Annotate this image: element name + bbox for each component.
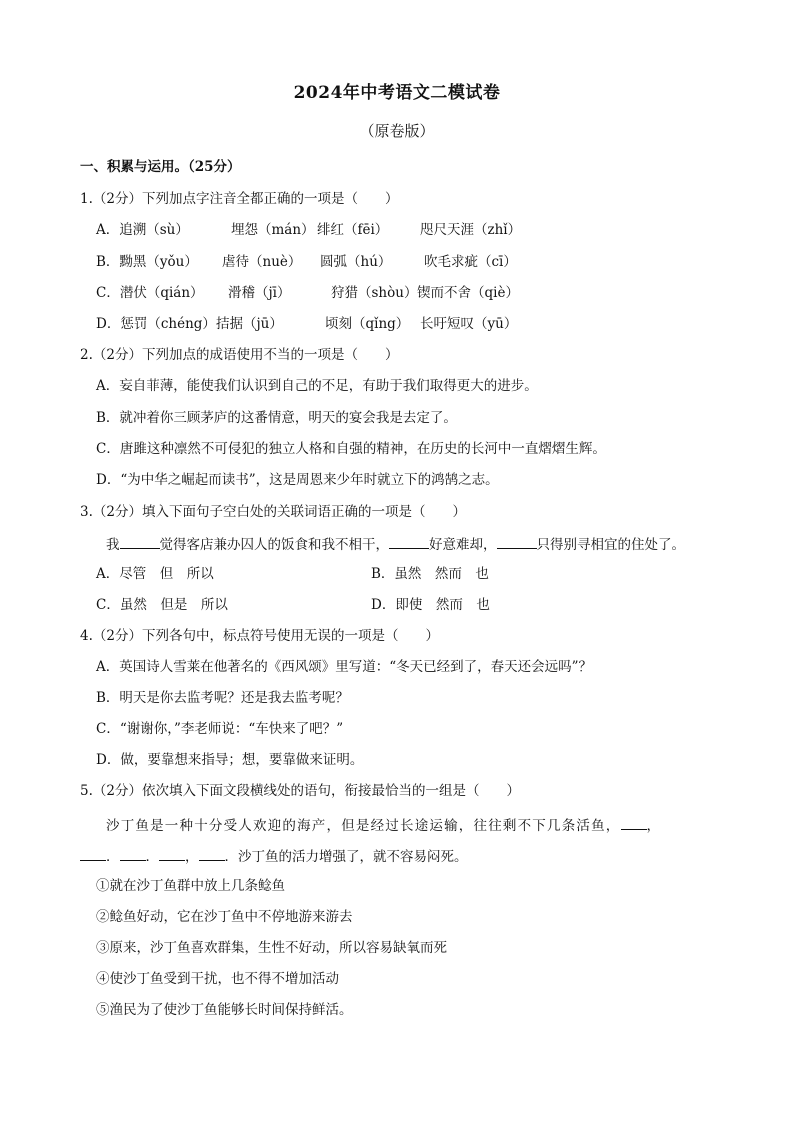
question-5-item-2: ②鲶鱼好动，它在沙丁鱼中不停地游来游去	[96, 909, 353, 925]
option-part: 圆弧（hú）	[320, 254, 392, 270]
separator: ，	[185, 849, 199, 865]
fill-blank	[120, 534, 160, 549]
question-2-option-c: C．唐雎这种凛然不可侵犯的独立人格和自强的精神，在历史的长河中一直熠熠生辉。	[96, 441, 606, 457]
option-part: 长吁短叹（yū）	[420, 316, 518, 332]
question-2-stem: 2.（2分）下列加点的成语使用不当的一项是（ ）	[80, 347, 399, 363]
option-part: C．潜伏（qián）	[96, 285, 204, 301]
sentence-part: 我	[106, 537, 120, 553]
fill-blank	[80, 846, 106, 861]
separator: ．	[145, 849, 159, 865]
option-part: 顷刻（qǐng）	[325, 316, 410, 332]
fill-blank	[159, 846, 185, 861]
question-5-item-3: ③原来，沙丁鱼喜欢群集，生性不好动，所以容易缺氧而死	[96, 940, 447, 956]
question-4-option-c: C．“谢谢你，”李老师说：“车快来了吧？”	[96, 721, 344, 737]
question-3-sentence	[106, 534, 685, 554]
question-5-paragraph-line-1	[106, 815, 661, 835]
fill-blank	[497, 534, 537, 549]
option-part: A．追溯（sù）	[96, 222, 189, 238]
separator: ．	[224, 849, 238, 865]
question-5-item-5: ⑤渔民为了使沙丁鱼能够长时间保持鲜活。	[96, 1002, 353, 1018]
fill-blank	[199, 846, 225, 861]
question-5-stem: 5.（2分）依次填入下面文段横线处的语句，衔接最恰当的一组是（ ）	[80, 783, 520, 799]
sentence-part: 好意难却，	[429, 537, 497, 553]
option-part: B．黝黑（yǒu）	[96, 254, 198, 270]
option-part: 锲而不舍（qiè）	[417, 285, 519, 301]
question-4-stem: 4.（2分）下列各句中，标点符号使用无误的一项是（ ）	[80, 628, 439, 644]
sentence-part: 只得别寻相宜的住处了。	[536, 537, 685, 553]
option-part: 绯红（fēi）	[317, 222, 389, 238]
question-4-option-d: D．做，要靠想来指导；想，要靠做来证明。	[96, 752, 364, 768]
question-1-option-a	[96, 221, 521, 239]
question-5-item-1: ①就在沙丁鱼群中放上几条鲶鱼	[96, 878, 285, 894]
question-4-option-a: A．英国诗人雪莱在他著名的《西风颂》里写道：“冬天已经到了，春天还会远吗”？	[96, 659, 593, 675]
paragraph-text: 沙丁鱼的活力增强了，就不容易闷死。	[238, 849, 468, 865]
option-part: 咫尺天涯（zhǐ）	[420, 222, 522, 238]
page-subtitle: （原卷版）	[359, 122, 435, 140]
question-1-stem: 1.（2分）下列加点字注音全都正确的一项是（ ）	[80, 191, 399, 207]
option-text: B．虽然 然而 也	[371, 566, 489, 582]
paragraph-text: ，	[646, 818, 662, 834]
question-3-stem: 3.（2分）填入下面句子空白处的关联词语正确的一项是（ ）	[80, 504, 466, 520]
option-text: D．即使 然而 也	[371, 597, 490, 613]
fill-blank	[389, 534, 429, 549]
fill-blank	[120, 846, 146, 861]
separator: ．	[106, 849, 120, 865]
question-2-option-d: D．“为中华之崛起而读书”，这是周恩来少年时就立下的鸿鹄之志。	[96, 472, 499, 488]
question-1-option-b	[96, 253, 517, 271]
page-title: 2024年中考语文二模试卷	[293, 83, 501, 103]
sentence-part: 觉得客店兼办囚人的饭食和我不相干，	[159, 537, 389, 553]
question-3-options-row-1	[96, 565, 489, 583]
option-part: D．惩罚（chéng）	[96, 316, 216, 332]
option-part: 拮据（jū）	[216, 316, 283, 332]
question-5-item-4: ④使沙丁鱼受到干扰，也不得不增加活动	[96, 971, 339, 987]
question-1-option-c	[96, 284, 519, 302]
question-3-options-row-2	[96, 596, 490, 614]
question-5-paragraph-line-2	[80, 846, 468, 866]
option-part: 虐待（nuè）	[222, 254, 302, 270]
option-part: 吹毛求疵（cī）	[424, 254, 517, 270]
section-heading: 一、积累与运用。（25分）	[80, 159, 241, 175]
paragraph-text: 沙丁鱼是一种十分受人欢迎的海产，但是经过长途运输，往往剩不下几条活鱼，	[106, 818, 621, 834]
question-2-option-a: A．妄自菲薄，能使我们认识到自己的不足，有助于我们取得更大的进步。	[96, 378, 538, 394]
option-part: 狩猎（shòu）	[331, 285, 418, 301]
option-text: C．虽然 但是 所以	[96, 597, 228, 613]
option-part: 滑稽（jī）	[228, 285, 291, 301]
question-2-option-b: B．就冲着你三顾茅庐的这番情意，明天的宴会我是去定了。	[96, 410, 457, 426]
question-4-option-b: B．明天是你去监考呢？还是我去监考呢？	[96, 690, 349, 706]
option-part: 埋怨（mán）	[231, 222, 315, 238]
option-text: A．尽管 但 所以	[96, 566, 214, 582]
question-1-option-d	[96, 315, 517, 333]
fill-blank	[621, 815, 647, 830]
